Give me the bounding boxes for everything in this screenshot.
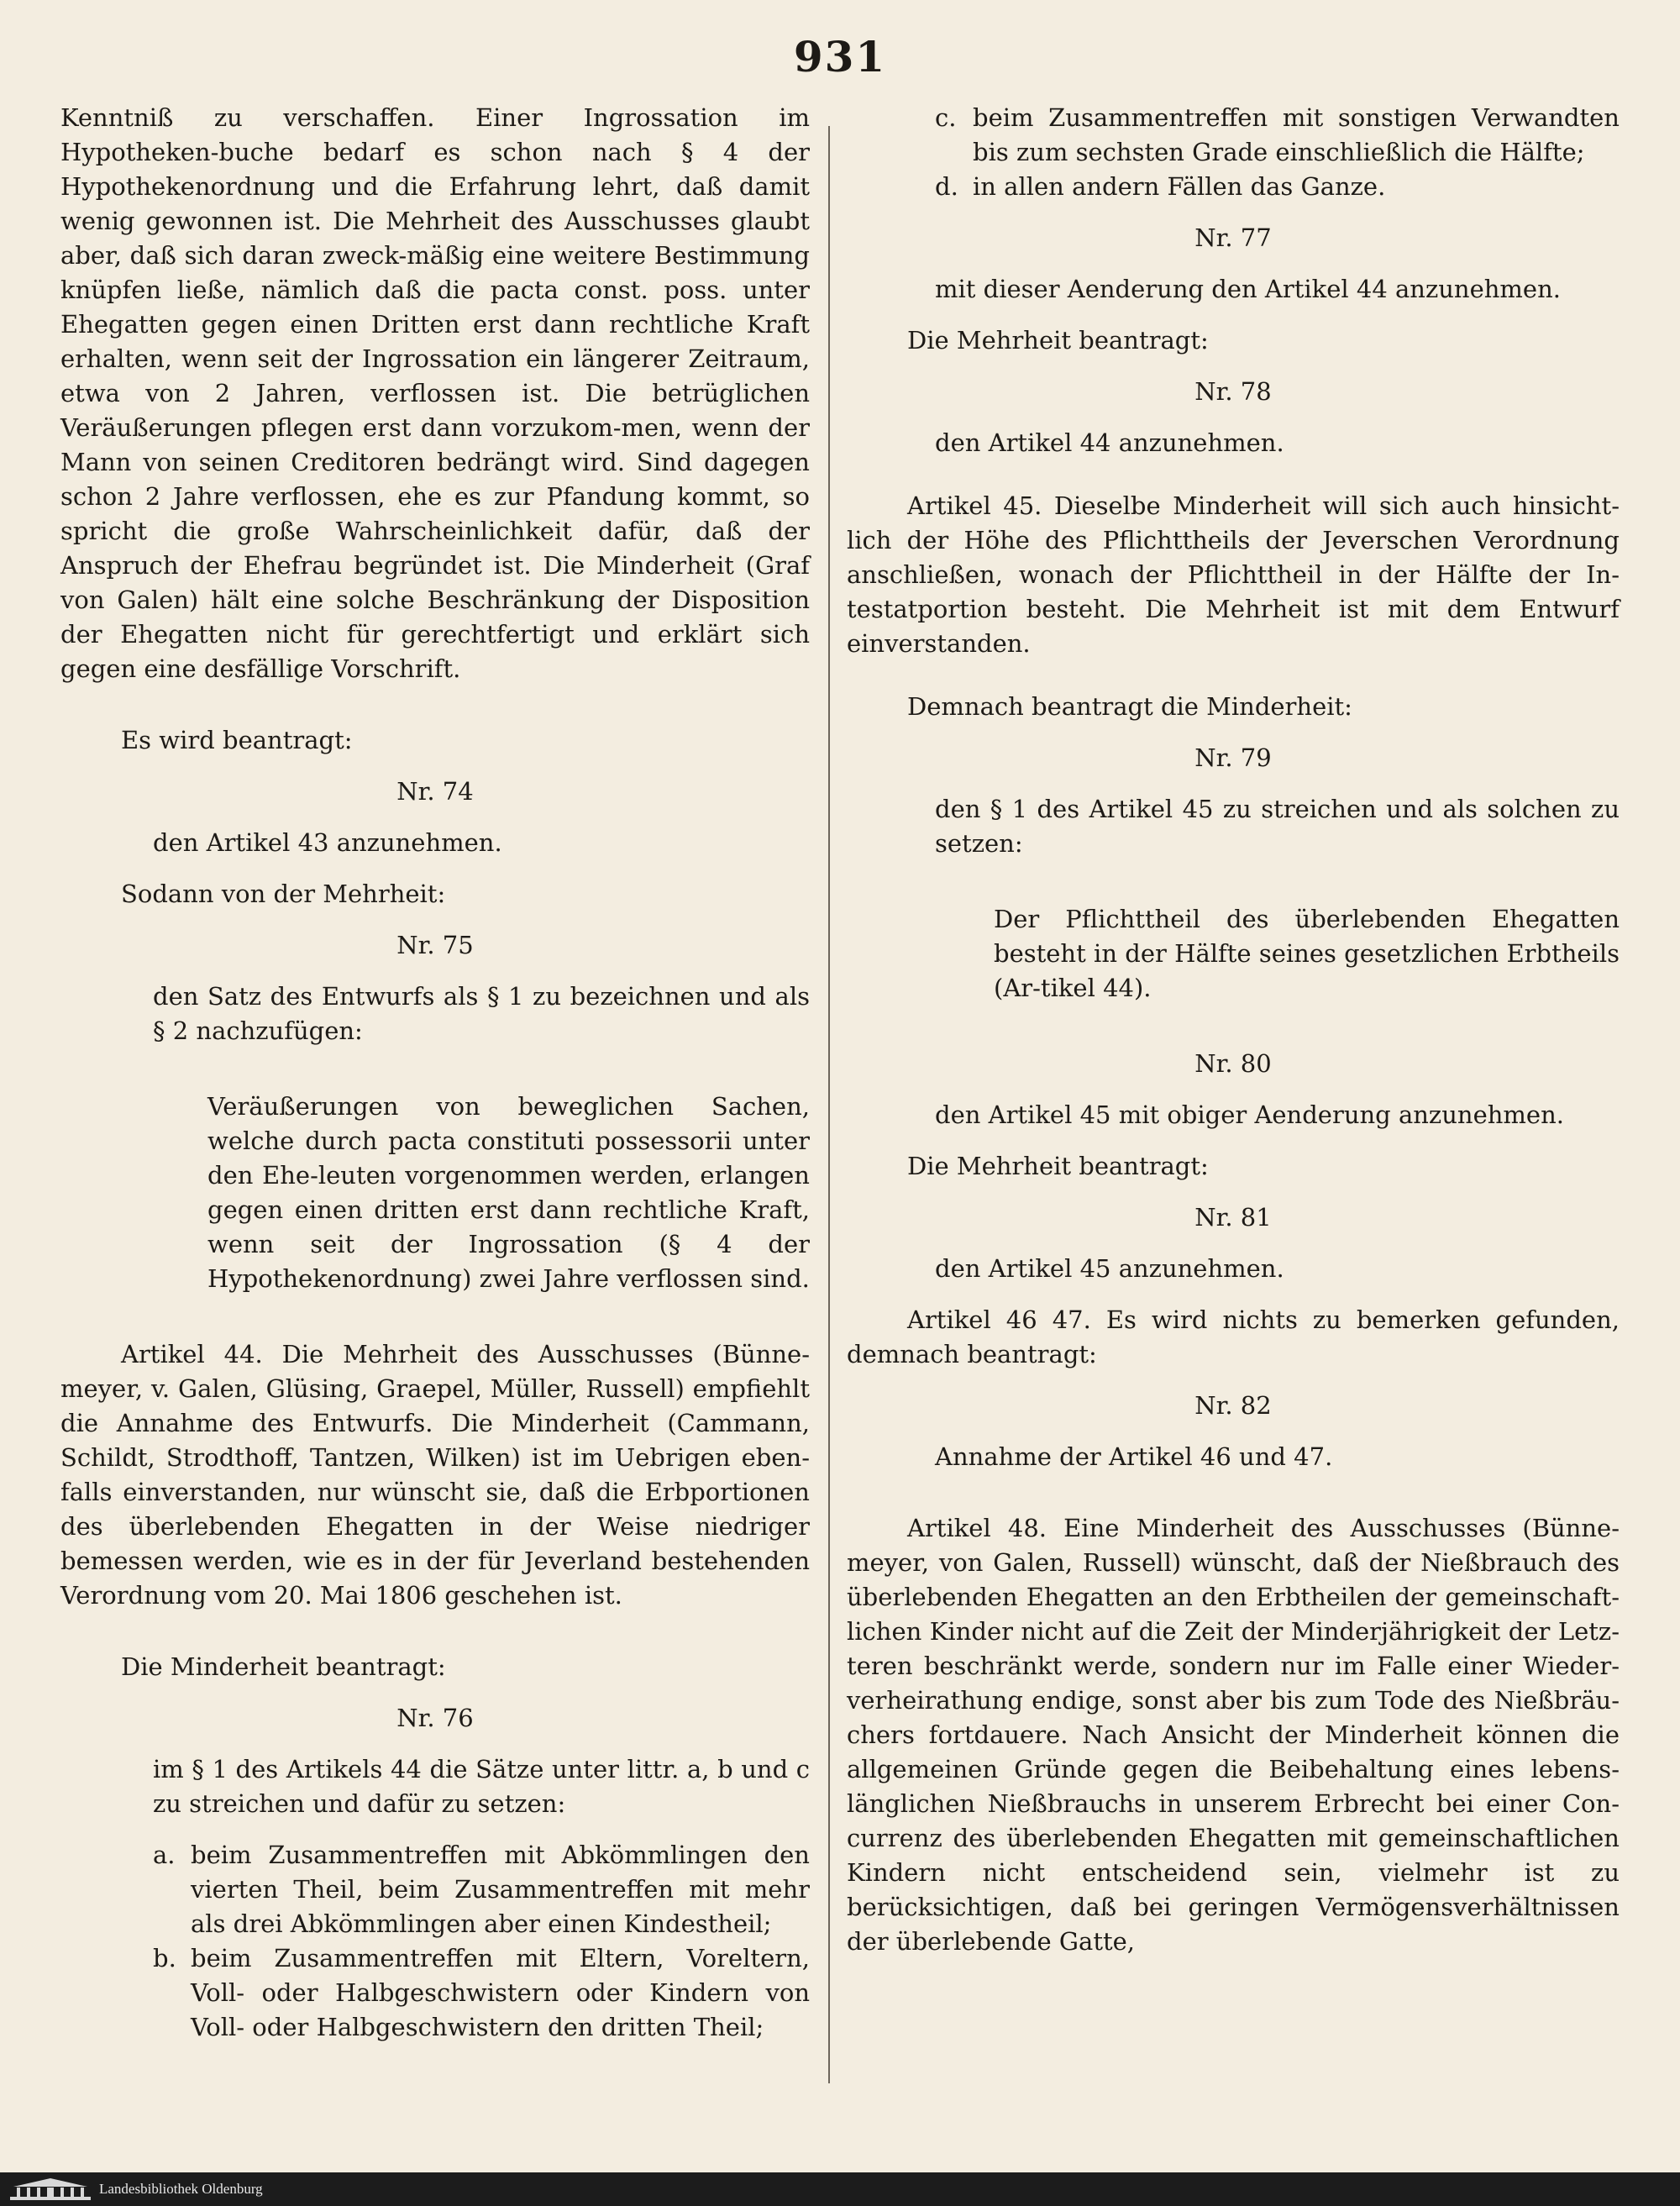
list-text-a: beim Zusammentreffen mit Abkömmlingen den vierten Theil, beim Zusammentreffen mit mehr als drei Abkömmlingen aber einen Kindestheil; xyxy=(191,1841,810,1938)
paragraph-ingrossation: Kenntniß zu verschaffen. Einer Ingrossation im Hypotheken-buche bedarf es schon nach § 4 der Hypothekenordnung und die Erfahrung lehrt, daß damit wenig gewonnen ist. Die Mehrheit des Ausschusses glaubt aber, daß sich daran zweck-mäßig eine weitere Bestimmung knüpfen ließe, nämlich daß die pacta const. poss. unter Ehegatten gegen einen Dritten erst dann rechtliche Kraft erhalten, wenn seit der Ingrossation ein längerer Zeitraum, etwa von 2 Jahren, verflossen ist. Die betrüglichen Veräußerungen pflegen erst dann vorzukom-men, wenn der Mann von seinen Creditoren bedrängt wird. Sind dagegen schon 2 Jahre verflossen, ehe es zur Pfandung kommt, so spricht die große Wahrscheinlichkeit dafür, daß der Anspruch der Ehefrau begründet ist. Die Minderheit (Graf von Galen) hält eine solche Beschränkung der Disposition der Ehegatten nicht für gerechtfertigt und erklärt sich gegen eine desfällige Vorschrift. xyxy=(60,103,810,683)
list-text-d: in allen andern Fällen das Ganze. xyxy=(973,172,1386,201)
motion-75-quote: Veräußerungen von beweglichen Sachen, welche durch pacta constituti possessorii unter den Ehe-leuten vorgenommen werden, erlangen gegen einen dritten erst dann rechtliche Kraft, wenn seit der Ingrossation (§ 4 der Hypothekenordnung) zwei Jahre verflossen sind. xyxy=(207,1092,810,1293)
page-number: 931 xyxy=(793,32,887,81)
heading-es-wird-beantragt: Es wird beantragt: xyxy=(121,726,353,754)
motion-80-text: den Artikel 45 mit obiger Aenderung anzunehmen. xyxy=(935,1100,1564,1129)
motion-74-text: den Artikel 43 anzunehmen. xyxy=(153,828,502,857)
motion-79-text: den § 1 des Artikel 45 zu streichen und als solchen zu setzen: xyxy=(935,795,1620,858)
motion-number-81: Nr. 81 xyxy=(1194,1203,1272,1232)
column-divider xyxy=(828,126,830,2083)
heading-mehrheit-beantragt-2: Die Mehrheit beantragt: xyxy=(907,1152,1209,1180)
list-item-a xyxy=(153,1838,810,1941)
heading-mehrheit-beantragt-1: Die Mehrheit beantragt: xyxy=(907,326,1209,355)
list-label-c: c. xyxy=(935,103,957,132)
list-label-a: a. xyxy=(153,1841,176,1869)
paragraph-artikel-48: Artikel 48. Eine Minderheit des Ausschusses (Bünne-meyer, von Galen, Russell) wünscht, daß der Nießbrauch des überlebenden Ehegatten an den Erbtheilen der gemeinschaft-lichen Kinder nicht auf die Zeit der Minderjährigkeit der Letz-teren beschränkt werde, sondern nur im Falle einer Wieder-verheirathung endige, sonst aber bis zum Tode des Nießbräu-chers fortdauere. Nach Ansicht der Minderheit können die allgemeinen Gründe gegen die Beibehaltung eines lebens-länglichen Nießbrauchs in unserem Erbrecht bei einer Con-currenz des überlebenden Ehegatten mit gemeinschaftlichen Kindern nicht entscheidend sein, vielmehr ist zu berücksichtigen, daß bei geringen Vermögensverhältnissen der überlebende Gatte, xyxy=(847,1514,1620,1956)
heading-sodann: Sodann von der Mehrheit: xyxy=(121,880,446,908)
list-text-c: beim Zusammentreffen mit sonstigen Verwandten bis zum sechsten Grade einschließlich die Hälfte; xyxy=(973,103,1620,166)
heading-demnach: Demnach beantragt die Minderheit: xyxy=(907,692,1352,721)
paragraph-artikel-44: Artikel 44. Die Mehrheit des Ausschusses (Bünne-meyer, v. Galen, Glüsing, Graepel, Müller, Russell) empfiehlt die Annahme des Entwurfs. Die Minderheit (Cammann, Schildt, Strodthoff, Tantzen, Wilken) ist im Uebrigen eben-falls einverstanden, nur wünscht sie, daß die Erbportionen des überlebenden Ehegatten in der Weise niedriger bemessen werden, wie es in der für Jeverland bestehenden Verordnung vom 20. Mai 1806 geschehen ist. xyxy=(60,1340,810,1610)
motion-82-text: Annahme der Artikel 46 und 47. xyxy=(935,1442,1333,1471)
library-name: Landesbibliothek Oldenburg xyxy=(99,2181,263,2197)
list-label-d: d. xyxy=(935,172,958,201)
motion-79-quote: Der Pflichttheil des überlebenden Ehegatten besteht in der Hälfte seines gesetzlichen Erbtheils (Ar-tikel 44). xyxy=(994,905,1620,1002)
motion-number-77: Nr. 77 xyxy=(1194,223,1272,252)
list-item-d xyxy=(935,170,1620,204)
list-item-c xyxy=(935,101,1620,170)
paragraph-artikel-45: Artikel 45. Dieselbe Minderheit will sich auch hinsicht-lich der Höhe des Pflichttheils der Jeverschen Verordnung anschließen, wonach der Pflichttheil in der Hälfte der In-testatportion besteht. Die Mehrheit ist mit dem Entwurf einverstanden. xyxy=(847,491,1620,658)
heading-minderheit-beantragt: Die Minderheit beantragt: xyxy=(121,1652,446,1681)
list-label-b: b. xyxy=(153,1944,176,1972)
motion-76-text: im § 1 des Artikels 44 die Sätze unter littr. a, b und c zu streichen und dafür zu setzen: xyxy=(153,1755,810,1818)
motion-81-text: den Artikel 45 anzunehmen. xyxy=(935,1254,1284,1283)
footer-bar xyxy=(0,2172,1680,2206)
left-column xyxy=(60,101,810,2045)
motion-77-text: mit dieser Aenderung den Artikel 44 anzunehmen. xyxy=(935,275,1561,303)
motion-number-75: Nr. 75 xyxy=(396,931,474,959)
motion-number-78: Nr. 78 xyxy=(1194,377,1272,406)
motion-78-text: den Artikel 44 anzunehmen. xyxy=(935,428,1284,457)
paragraph-artikel-46-47: Artikel 46 47. Es wird nichts zu bemerken gefunden, demnach beantragt: xyxy=(847,1305,1620,1368)
right-column xyxy=(847,101,1620,1959)
motion-number-82: Nr. 82 xyxy=(1194,1391,1272,1420)
motion-number-76: Nr. 76 xyxy=(396,1704,474,1732)
list-item-b xyxy=(153,1941,810,2045)
motion-75-text: den Satz des Entwurfs als § 1 zu bezeichnen und als § 2 nachzufügen: xyxy=(153,982,810,1045)
list-text-b: beim Zusammentreffen mit Eltern, Voreltern, Voll- oder Halbgeschwistern oder Kindern von Voll- oder Halbgeschwistern den dritten Theil; xyxy=(191,1944,810,2041)
motion-number-80: Nr. 80 xyxy=(1194,1049,1272,1078)
motion-number-79: Nr. 79 xyxy=(1194,743,1272,772)
motion-number-74: Nr. 74 xyxy=(396,777,474,806)
library-building-icon xyxy=(8,2177,92,2202)
